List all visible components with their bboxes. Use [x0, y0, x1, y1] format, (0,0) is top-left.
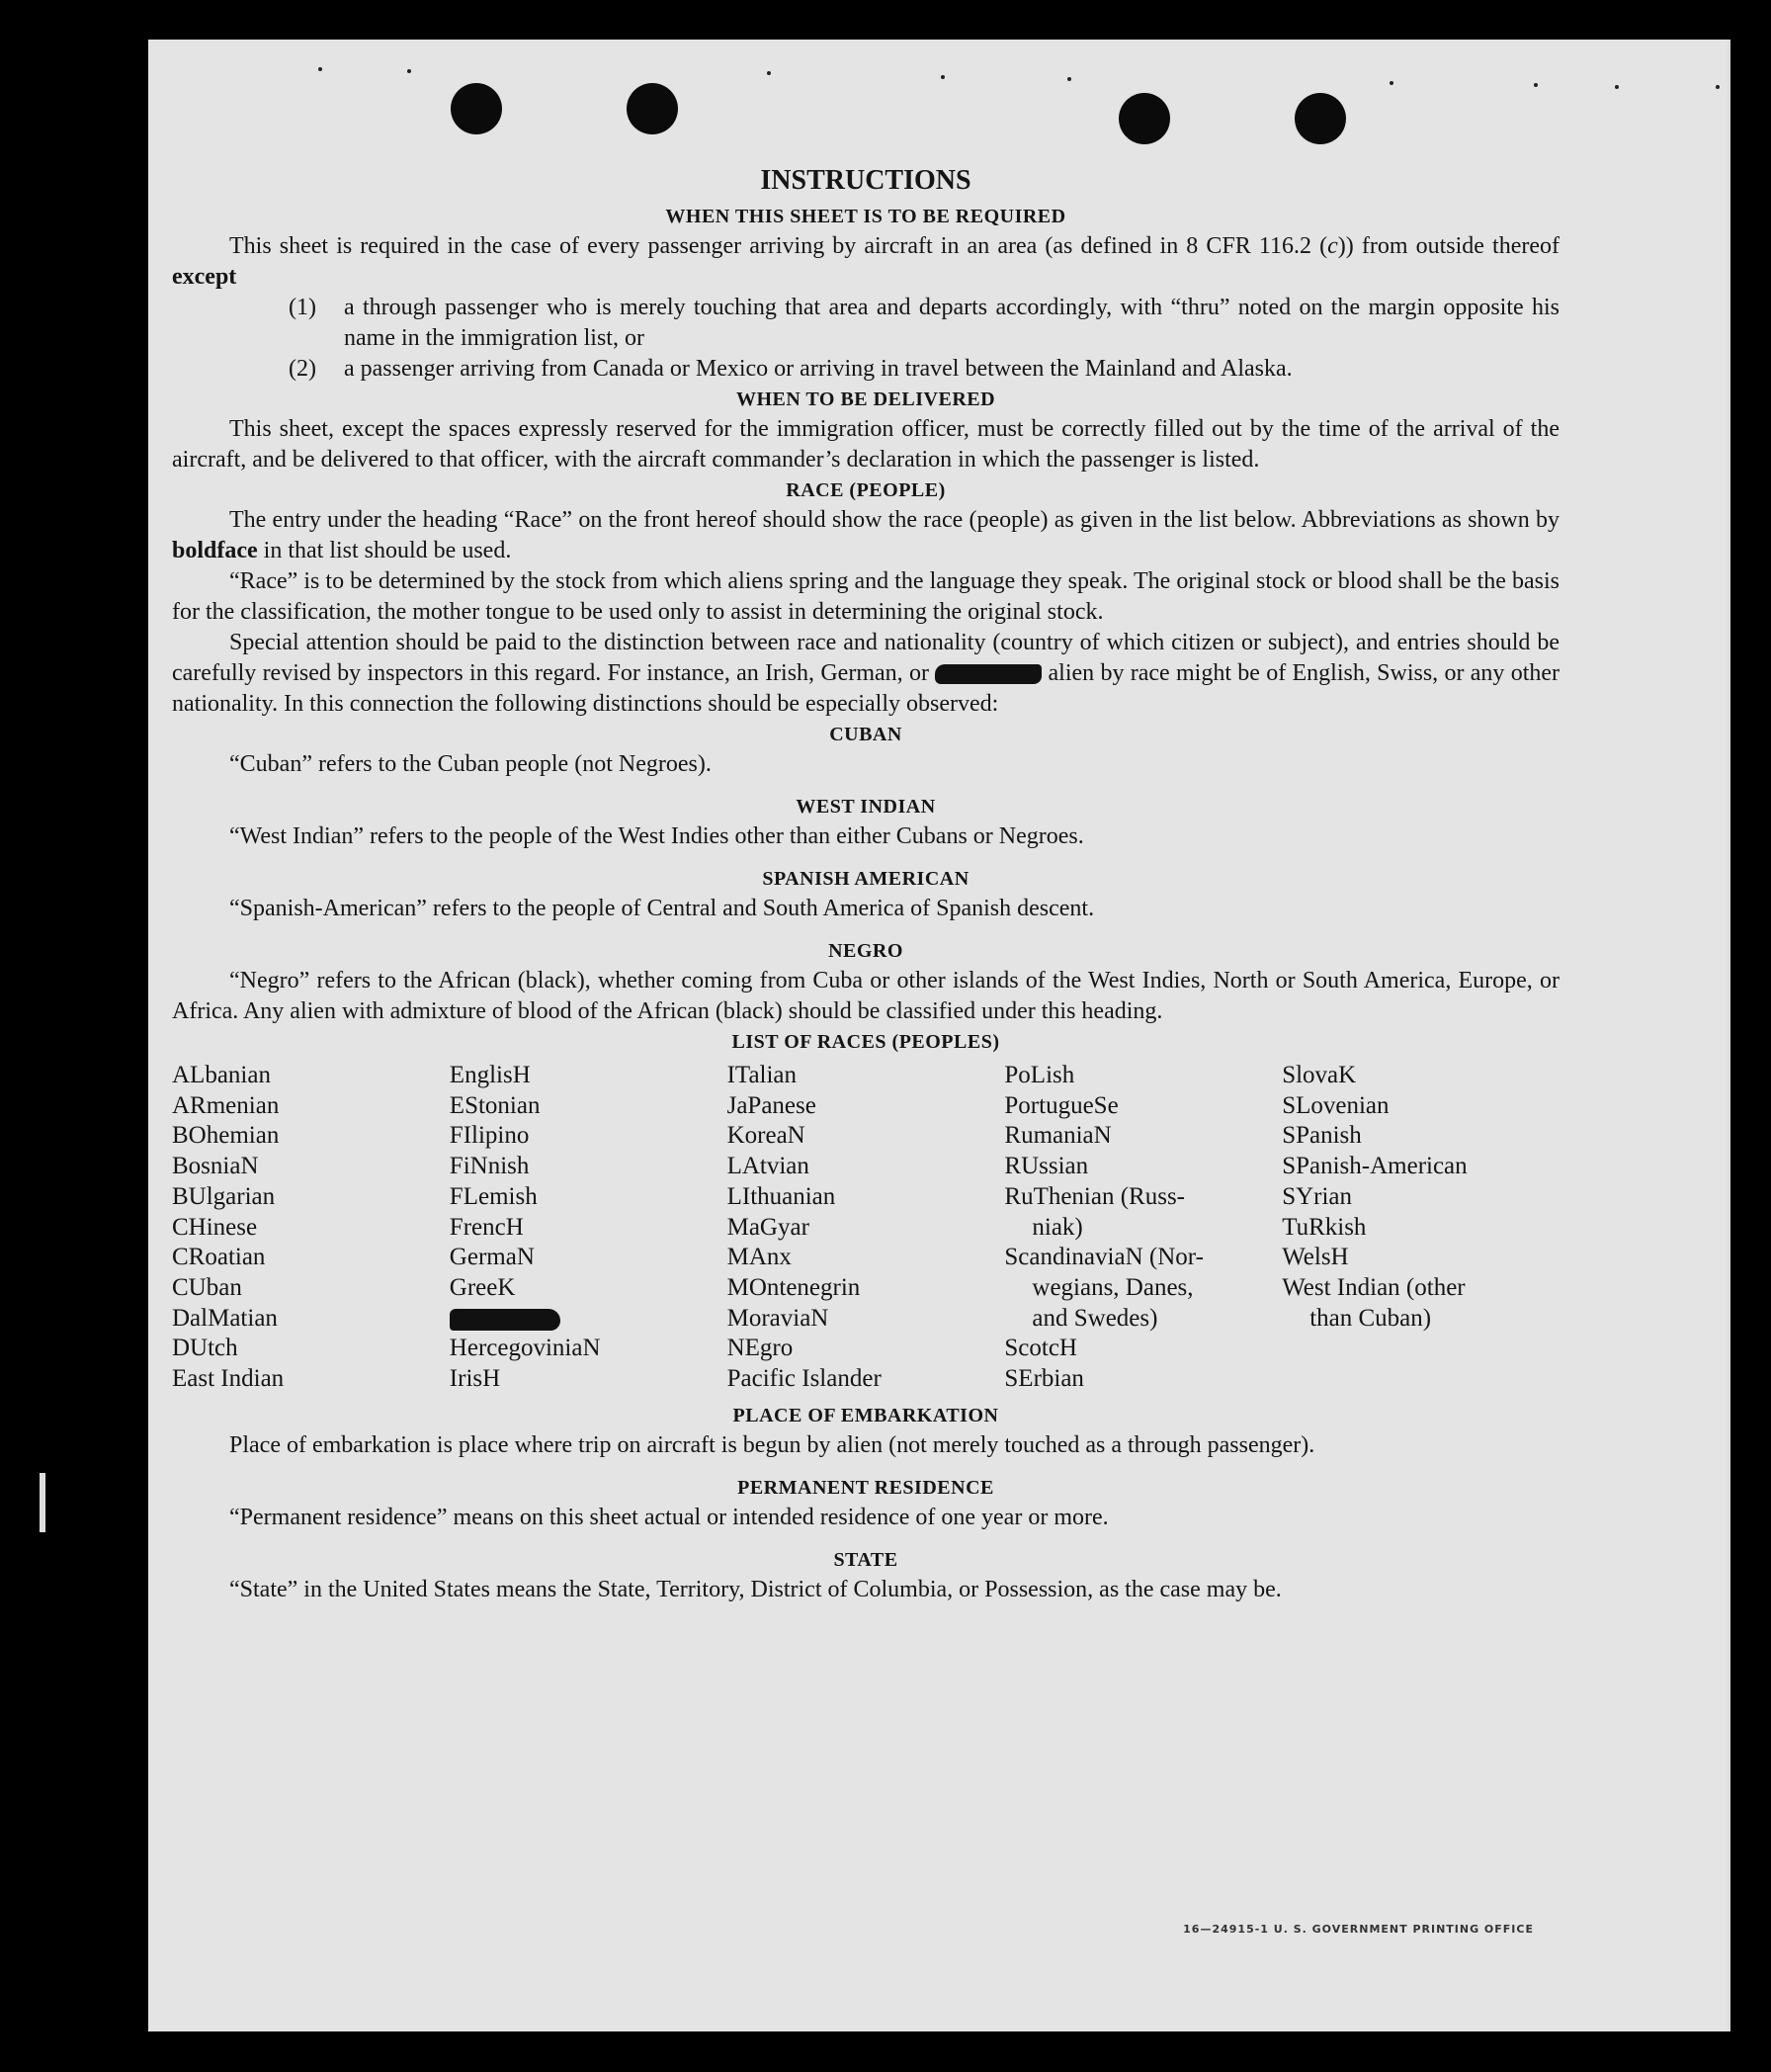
- speck: [1390, 81, 1393, 85]
- race-entry: HercegoviniaN: [449, 1335, 601, 1362]
- race-entry: RumaniaN: [1004, 1122, 1112, 1150]
- race-entry: MaGyar: [726, 1213, 809, 1241]
- required-text-2: )) from outside thereof: [1337, 233, 1560, 259]
- state-paragraph: “State” in the United States means the State, Territory, District of Columbia, or Possession, as the case may be.: [229, 1576, 1282, 1602]
- race-entry: IrisH: [449, 1365, 501, 1393]
- race-entry: DUtch: [172, 1335, 238, 1362]
- section-heading-required: WHEN THIS SHEET IS TO BE REQUIRED: [665, 206, 1066, 227]
- item-number: (1): [289, 295, 316, 320]
- race-entry: ITalian: [726, 1062, 798, 1088]
- section-heading-state: STATE: [833, 1548, 898, 1571]
- punch-hole: [627, 83, 678, 134]
- race-entry: MoraviaN: [726, 1304, 829, 1332]
- embarkation-paragraph: Place of embarkation is place where trip on aircraft is begun by alien (not merely touched as a through passenger).: [229, 1431, 1315, 1458]
- required-item: [172, 354, 1560, 385]
- race-entry: SErbian: [1004, 1365, 1084, 1393]
- races-column-5: [1282, 1061, 1560, 1395]
- punch-hole: [451, 83, 502, 134]
- races-list: [172, 1061, 1560, 1395]
- race-entry: than Cuban): [1309, 1304, 1432, 1332]
- race-entry: BosniaN: [172, 1153, 259, 1180]
- race-entry: ARmenian: [172, 1091, 280, 1119]
- section-heading-west-indian: WEST INDIAN: [796, 796, 936, 818]
- speck: [1615, 85, 1619, 89]
- race-boldface: boldface: [172, 538, 258, 563]
- punch-hole: [1119, 93, 1170, 144]
- races-column-1: [172, 1061, 450, 1395]
- race-entry: wegians, Danes,: [1032, 1273, 1194, 1301]
- race-entry: LIthuanian: [726, 1182, 836, 1210]
- speck: [1067, 77, 1071, 81]
- west-indian-paragraph: “West Indian” refers to the people of the West Indies other than either Cubans or Negroes.: [229, 823, 1084, 849]
- residence-paragraph: “Permanent residence” means on this sheet actual or intended residence of one year or more.: [229, 1504, 1109, 1530]
- item-text: a passenger arriving from Canada or Mexico or arriving in travel between the Mainland and Alaska.: [344, 356, 1293, 382]
- redaction-mark: [450, 1309, 560, 1331]
- section-heading-spanish-american: SPANISH AMERICAN: [762, 868, 970, 890]
- race-entry: and Swedes): [1032, 1304, 1158, 1332]
- race-text: Special attention should be paid to the distinction between race and nationality (country of which citizen or subject), and entries should be carefully revised by inspectors in this regard. For instance, an Irish, German, or: [172, 630, 1560, 686]
- section-heading-embarkation: PLACE OF EMBARKATION: [732, 1404, 999, 1426]
- race-text: The entry under the heading “Race” on the front hereof should show the race (people) as given in the list below. Abbreviations as shown by: [229, 507, 1560, 533]
- race-entry: PortugueSe: [1004, 1091, 1119, 1119]
- delivered-paragraph: This sheet, except the spaces expressly reserved for the immigration officer, must be correctly filled out by the time of the arrival of the aircraft, and be delivered to that officer, with the aircraft commander’s declaration in which the passenger is listed.: [172, 416, 1560, 473]
- race-entry: WelsH: [1282, 1244, 1349, 1271]
- race-entry-redacted: [450, 1304, 727, 1335]
- race-paragraph-1: [172, 505, 1560, 566]
- race-paragraph-3: [172, 628, 1560, 720]
- race-entry: PoLish: [1004, 1062, 1075, 1088]
- race-entry: niak): [1032, 1213, 1083, 1241]
- cuban-paragraph: “Cuban” refers to the Cuban people (not Negroes).: [229, 751, 712, 777]
- race-entry: DalMatian: [172, 1304, 278, 1332]
- section-heading-delivered: WHEN TO BE DELIVERED: [735, 388, 996, 410]
- race-text-end: alien by race might be of English, Swiss, or any other nationality. In this connection the following distinctions should be especially observed:: [172, 660, 1560, 717]
- required-text: This sheet is required in the case of every passenger arriving by aircraft in an area (as defined in 8 CFR 116.2 (: [229, 233, 1328, 259]
- race-entry: SPanish: [1282, 1122, 1362, 1150]
- section-heading-negro: NEGRO: [828, 940, 903, 962]
- punch-hole: [1295, 93, 1346, 144]
- race-entry: RuThenian (Russ-: [1004, 1182, 1186, 1210]
- race-entry: CUban: [172, 1273, 242, 1301]
- section-heading-race: RACE (PEOPLE): [786, 479, 946, 501]
- race-entry: FLemish: [449, 1182, 538, 1210]
- race-entry: West Indian (other: [1282, 1273, 1466, 1301]
- race-entry: GreeK: [449, 1273, 516, 1301]
- race-entry: ScotcH: [1004, 1335, 1077, 1362]
- race-entry: East Indian: [172, 1365, 285, 1393]
- scan-mark: [40, 1473, 45, 1532]
- speck: [1534, 83, 1538, 87]
- race-entry: CHinese: [172, 1213, 258, 1241]
- speck: [407, 69, 411, 73]
- speck: [941, 75, 945, 79]
- races-column-4: [1004, 1061, 1282, 1395]
- instructions-text: [172, 164, 1560, 1605]
- item-number: (2): [289, 356, 316, 382]
- race-entry: BUlgarian: [172, 1182, 276, 1210]
- race-entry: MOntenegrin: [726, 1273, 861, 1301]
- section-heading-residence: PERMANENT RESIDENCE: [737, 1476, 994, 1499]
- section-heading-cuban: CUBAN: [829, 724, 902, 745]
- races-column-2: [450, 1061, 727, 1395]
- race-entry: LAtvian: [726, 1153, 809, 1180]
- race-entry: NEgro: [726, 1335, 794, 1362]
- races-column-3: [727, 1061, 1005, 1395]
- race-entry: FiNnish: [449, 1153, 530, 1180]
- race-entry: JaPanese: [726, 1091, 816, 1119]
- document-page: [148, 40, 1730, 2031]
- race-entry: SlovaK: [1282, 1062, 1357, 1088]
- race-entry: TuRkish: [1282, 1213, 1367, 1241]
- required-except: except: [172, 264, 237, 290]
- printer-imprint: 16—24915-1 U. S. GOVERNMENT PRINTING OFFICE: [1183, 1923, 1534, 1936]
- race-entry: RUssian: [1004, 1153, 1089, 1180]
- item-text: a through passenger who is merely touching that area and departs accordingly, with “thru” noted on the margin opposite his name in the immigration list, or: [344, 295, 1560, 351]
- race-entry: GermaN: [449, 1244, 535, 1271]
- race-entry: FrencH: [449, 1213, 524, 1241]
- race-entry: ScandinaviaN (Nor-: [1004, 1244, 1204, 1271]
- race-entry: BOhemian: [172, 1122, 280, 1150]
- race-paragraph-2: “Race” is to be determined by the stock from which aliens spring and the language they speak. The original stock or blood shall be the basis for the classification, the mother tongue to be used only to assist in determining the original stock.: [172, 568, 1560, 625]
- race-entry: EnglisH: [449, 1062, 531, 1088]
- race-entry: SYrian: [1282, 1182, 1353, 1210]
- race-entry: ALbanian: [172, 1062, 271, 1088]
- required-paragraph: [172, 231, 1560, 293]
- page-title: INSTRUCTIONS: [760, 165, 971, 196]
- speck: [767, 71, 771, 75]
- redaction-mark: [935, 664, 1042, 684]
- race-entry: KoreaN: [726, 1122, 805, 1150]
- negro-paragraph: “Negro” refers to the African (black), whether coming from Cuba or other islands of the West Indies, North or South America, Europe, or Africa. Any alien with admixture of blood of the African (black) should be classified under this heading.: [172, 968, 1560, 1024]
- required-subsection: c: [1327, 233, 1338, 259]
- race-entry: FIlipino: [449, 1122, 530, 1150]
- race-entry: CRoatian: [172, 1244, 266, 1271]
- race-text-end: in that list should be used.: [257, 538, 512, 563]
- race-entry: SLovenian: [1282, 1091, 1390, 1119]
- race-entry: EStonian: [449, 1091, 541, 1119]
- spanish-american-paragraph: “Spanish-American” refers to the people of Central and South America of Spanish descent.: [229, 896, 1095, 921]
- required-item: [172, 293, 1560, 354]
- speck: [1716, 85, 1720, 89]
- race-entry: Pacific Islander: [726, 1365, 882, 1393]
- race-entry: SPanish-American: [1282, 1153, 1468, 1180]
- race-entry: MAnx: [726, 1244, 792, 1271]
- speck: [318, 67, 322, 71]
- section-heading-races-list: LIST OF RACES (PEOPLES): [731, 1031, 1000, 1053]
